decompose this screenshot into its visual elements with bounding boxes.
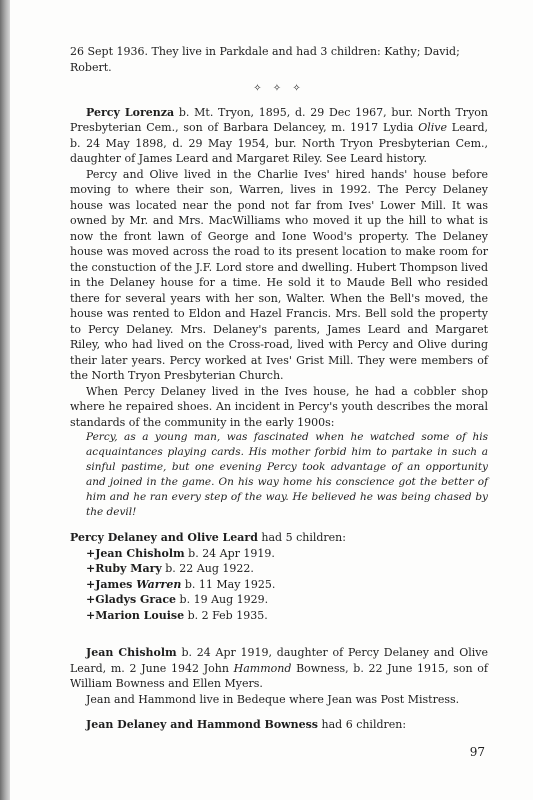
percy-bio: Percy Lorenza b. Mt. Tryon, 1895, d. 29 Dec 1967, bur. North Tryon Presbyterian Cem., son of Barbara Delancey, m. 1917 Lydia Olive Leard, b. 24 May 1898, d. 29 May 1954, bur. North Tryon Presbyterian Cem., daughter of James Leard and Margaret Riley. See Leard history.: [70, 105, 488, 165]
continued-line-2: Robert.: [70, 60, 112, 74]
children-heading: Percy Delaney and Olive Leard had 5 children:: [70, 531, 346, 544]
jean-children-heading: Jean Delaney and Hammond Bowness had 6 children:: [86, 718, 407, 731]
list-item: +Jean Chisholm b. 24 Apr 1919.: [86, 546, 275, 560]
jean-paragraph-1: Jean and Hammond live in Bedeque where Jean was Post Mistress.: [86, 692, 460, 706]
jean-bio: Jean Chisholm b. 24 Apr 1919, daughter of Percy Delaney and Olive Leard, m. 2 June 1942 John Hammond Bowness, b. 22 June 1915, son of William Bowness and Ellen Myers.: [70, 646, 489, 690]
book-spine-shadow: [0, 0, 10, 800]
percy-paragraph-2: When Percy Delaney lived in the Ives house, he had a cobbler shop where he repaired shoes. An incident in Percy's youth describes the moral standards of the community in the early 1900s:: [70, 384, 488, 429]
list-item: +Marion Louise b. 2 Feb 1935.: [86, 608, 268, 622]
list-item: +Gladys Grace b. 19 Aug 1929.: [86, 593, 269, 606]
percy-children-list: [70, 530, 488, 623]
percy-name: Percy Lorenza: [86, 105, 175, 119]
percy-paragraph-1: Percy and Olive lived in the Charlie Ives' hired hands' house before moving to where their son, Warren, lives in 1992. The Percy Delaney house was located near the pond not far from Ives' Lower Mill. It was owned by Mr. and Mrs. MacWilliams who moved it up the hill to what is now the front lawn of George and Ione Wood's property. The Delaney house was moved across the road to its present location to make room for the constuction of the J.F. Lord store and dwelling. Hubert Thompson lived in the Delaney house for a time. He sold it to Maude Bell who resided there for several years with her son, Walter. When the Bell's moved, the house was rented to Eldon and Hazel Francis. Mrs. Bell sold the property to Percy Delaney. Mrs. Delaney's parents, James Leard and Margaret Riley, who had lived on the Cross-road, lived with Percy and Olive during their later years. Percy worked at Ives' Grist Mill. They were members of the North Tryon Presbyterian Church.: [70, 167, 488, 382]
section-separator: ✧ ✧ ✧: [253, 83, 305, 94]
continued-line-1: 26 Sept 1936. They live in Parkdale and had 3 children: Kathy; David;: [70, 45, 460, 58]
continued-text: [70, 44, 488, 75]
list-item: +James Warren b. 11 May 1925.: [86, 577, 276, 591]
page-number: 97: [469, 745, 485, 759]
jean-name: Jean Chisholm: [86, 646, 177, 659]
page-content: [70, 44, 488, 733]
list-item: +Ruby Mary b. 22 Aug 1922.: [86, 562, 254, 575]
percy-anecdote-quote: Percy, as a young man, was fascinated when he watched some of his acquaintances playing cards. His mother forbid him to partake in such a sinful pastime, but one evening Percy took advantage of an opportunity and joined in the game. On his way home his conscience got the better of him and he ran every step of the way. He believed he was being chased by the devil!: [86, 431, 488, 518]
